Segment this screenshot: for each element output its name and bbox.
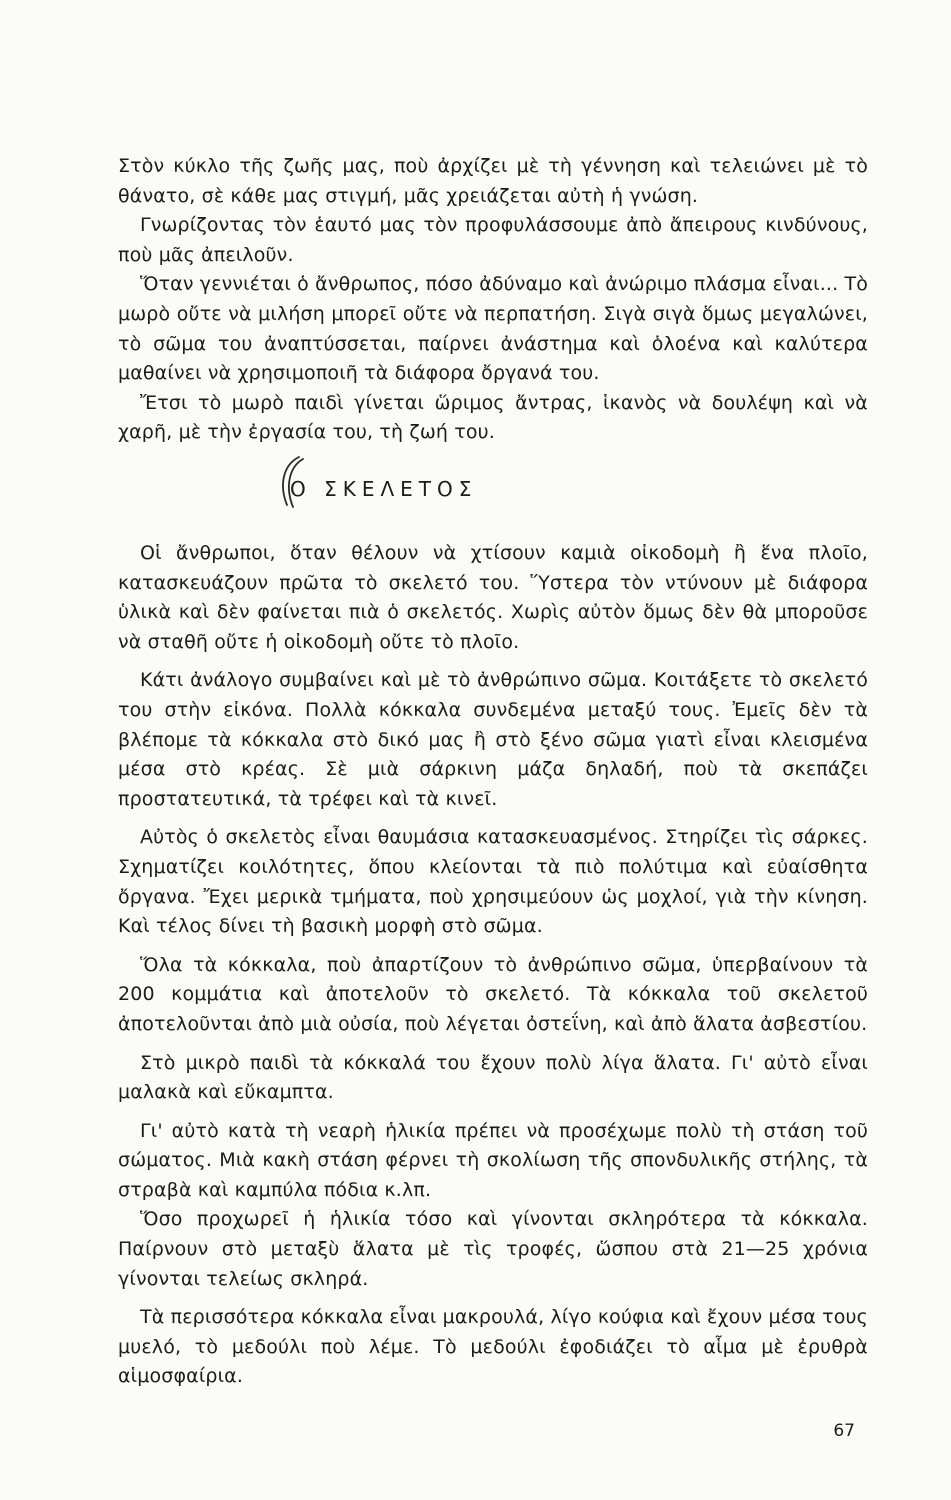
paragraph: Γι' αὐτὸ κατὰ τὴ νεαρὴ ἡλικία πρέπει νὰ προσέχωμε πολὺ τὴ στάση τοῦ σώματος. Μιὰ κακὴ στάση φέρνει τὴ σκολίωση τῆς σπονδυλικῆς στήλης, τὰ στραβὰ καὶ καμπύλα πόδια κ.λπ. <box>118 1119 868 1201</box>
paragraph: Κάτι ἀνάλογο συμβαίνει καὶ μὲ τὸ ἀνθρώπινο σῶμα. Κοιτάξετε τὸ σκελετό του στὴν εἰκόνα. Πολλὰ κόκκαλα συνδεμένα μεταξύ τους. Ἐμεῖς δὲν τὰ βλέπομε τὰ κόκκαλα στὸ δικό μας ἢ στὸ ξένο σῶμα γιατὶ εἶναι κλεισμένα μέσα στὸ κρέας. Σὲ μιὰ σάρκινη μάζα δηλαδή, ποὺ τὰ σκεπάζει προστατευτικά, τὰ τρέφει καὶ τὰ κινεῖ. <box>118 669 868 810</box>
paragraph: Αὐτὸς ὁ σκελετὸς εἶναι θαυμάσια κατασκευασμένος. Στηρίζει τὶς σάρκες. Σχηματίζει κοιλότητες, ὅπου κλείονται τὰ πιὸ πολύτιμα καὶ εὐαίσθητα ὄργανα. Ἔχει μερικὰ τμήματα, ποὺ χρησιμεύουν ὡς μοχλοί, γιὰ τὴν κίνηση. Καὶ τέλος δίνει τὴ βασικὴ μορφὴ στὸ σῶμα. <box>118 826 868 938</box>
paragraph: Στὸ μικρὸ παιδὶ τὰ κόκκαλά του ἔχουν πολὺ λίγα ἅλατα. Γι' αὐτὸ εἶναι μαλακὰ καὶ εὔκαμπτα. <box>118 1051 868 1104</box>
paragraph: Ὅσο προχωρεῖ ἡ ἡλικία τόσο καὶ γίνονται σκληρότερα τὰ κόκκαλα. Παίρνουν στὸ μεταξὺ ἅλατα μὲ τὶς τροφές, ὥσπου στὰ 21—25 χρόνια γίνονται τελείως σκληρά. <box>118 1208 868 1290</box>
paragraph: Οἱ ἄνθρωποι, ὅταν θέλουν νὰ χτίσουν καμιὰ οἰκοδομὴ ἢ ἕνα πλοῖο, κατασκευάζουν πρῶτα τὸ σκελετό του. Ὕστερα τὸν ντύνουν μὲ διάφορα ὑλικὰ καὶ δὲν φαίνεται πιὰ ὁ σκελετός. Χωρὶς αὐτὸν ὅμως δὲν θὰ μποροῦσε νὰ σταθῆ οὔτε ἡ οἰκοδομὴ οὔτε τὸ πλοῖο. <box>118 542 868 653</box>
paragraph: Τὰ περισσότερα κόκκαλα εἶναι μακρουλά, λίγο κούφια καὶ ἔχουν μέσα τους μυελό, τὸ μεδούλι ποὺ λέμε. Τὸ μεδούλι ἐφοδιάζει τὸ αἷμα μὲ ἐρυθρὰ αἱμοσφαίρια. <box>118 1306 868 1388</box>
paragraph: Ἔτσι τὸ μωρὸ παιδὶ γίνεται ὥριμος ἄντρας, ἱκανὸς νὰ δουλέψη καὶ νὰ χαρῆ, μὲ τὴν ἐργασία του, τὴ ζωή του. <box>118 391 868 444</box>
intro-text <box>118 152 868 448</box>
section-heading: Ο ΣΚΕΛΕΤΟΣ <box>290 477 478 501</box>
paragraph: Ὅλα τὰ κόκκαλα, ποὺ ἀπαρτίζουν τὸ ἀνθρώπινο σῶμα, ὑπερβαίνουν τὰ 200 κομμάτια καὶ ἀποτελοῦν τὸ σκελετό. Τὰ κόκκαλα τοῦ σκελετοῦ ἀποτελοῦνται ἀπὸ μιὰ οὐσία, ποὺ λέγεται ὀστεΐνη, καὶ ἀπὸ ἅλατα ἀσβεστίου. <box>118 953 868 1035</box>
page-number: 67 <box>833 1421 855 1441</box>
paragraph: Στὸν κύκλο τῆς ζωῆς μας, ποὺ ἀρχίζει μὲ τὴ γέννηση καὶ τελειώνει μὲ τὸ θάνατο, σὲ κάθε μας στιγμή, μᾶς χρειάζεται αὐτὴ ἡ γνώση. <box>118 155 868 207</box>
paragraph: Ὅταν γεννιέται ὁ ἄνθρωπος, πόσο ἀδύναμο καὶ ἀνώριμο πλάσμα εἶναι... Τὸ μωρὸ οὔτε νὰ μιλήση μπορεῖ οὔτε νὰ περπατήση. Σιγὰ σιγὰ ὅμως μεγαλώνει, τὸ σῶμα του ἀναπτύσσεται, παίρνει ἀνάστημα καὶ ὁλοένα καὶ καλύτερα μαθαίνει νὰ χρησιμοποιῆ τὰ διάφορα ὄργανά του. <box>118 273 868 385</box>
paragraph: Γνωρίζοντας τὸν ἑαυτό μας τὸν προφυλάσσουμε ἀπὸ ἄπειρους κινδύνους, ποὺ μᾶς ἀπειλοῦν. <box>118 214 868 266</box>
section-body-text <box>118 539 868 1392</box>
